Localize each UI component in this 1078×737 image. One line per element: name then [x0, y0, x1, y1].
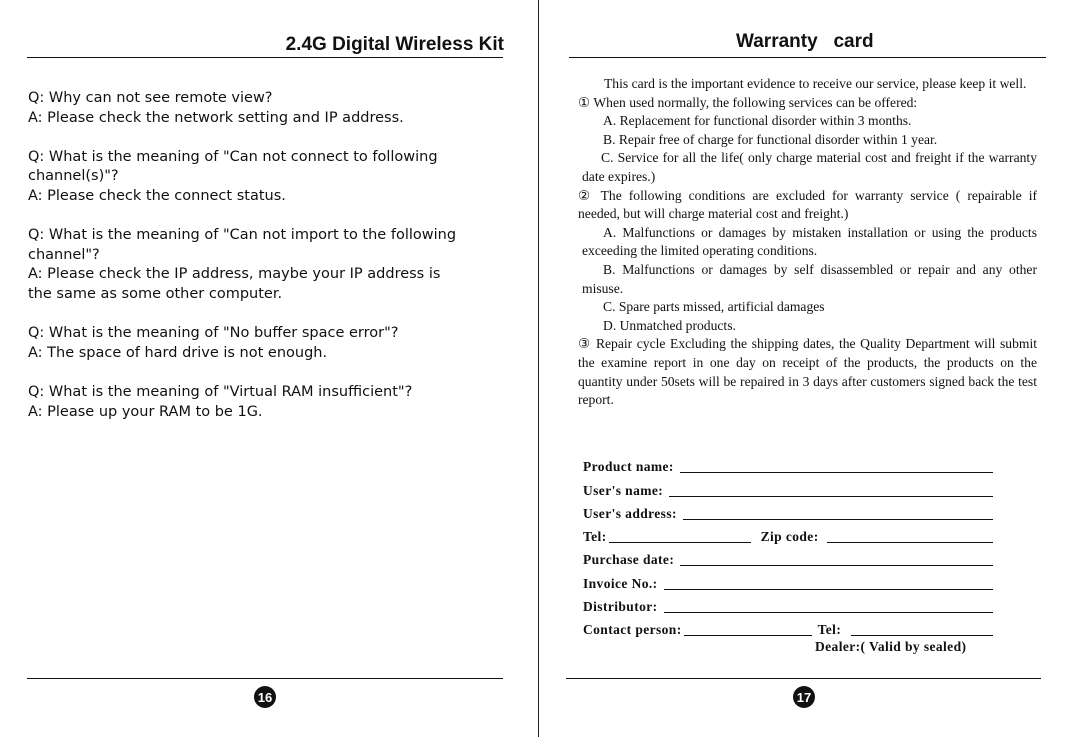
form-row-users-address: [583, 499, 993, 522]
section3-paragraph: ③ Repair cycle Excluding the shipping dates, the Quality Department will submit the examine report in one day on receipt of the products, the products on the quantity under 50sets will be repaired in 3 days after customers signed back the test report.: [578, 336, 1037, 408]
form-row-tel-zip: [583, 522, 993, 545]
faq-item: [28, 148, 508, 207]
section2-heading: ② The following conditions are excluded for warranty service ( repairable if needed, but will charge material cost and freight.): [578, 187, 1037, 222]
faq-answer: A: The space of hard drive is not enough.: [28, 344, 328, 361]
left-page: [0, 0, 538, 737]
form-row-purchase-date: [583, 545, 993, 568]
faq-item: [28, 383, 508, 422]
intro-paragraph: This card is the important evidence to receive our service, please keep it well.: [604, 76, 1027, 91]
warranty-form: [583, 452, 993, 638]
users-address-field[interactable]: [683, 505, 993, 520]
faq-answer: A: Please up your RAM to be 1G.: [28, 403, 263, 420]
page-number-badge: 16: [254, 686, 276, 708]
faq-item: [28, 226, 508, 304]
distributor-field[interactable]: [664, 598, 993, 613]
form-row-invoice-no: [583, 568, 993, 591]
contact-person-field[interactable]: [684, 621, 812, 636]
users-name-label: User's name:: [583, 482, 664, 498]
faq-question: Q: What is the meaning of "Can not connect to following: [28, 148, 438, 165]
faq-question: Q: What is the meaning of "Virtual RAM insufficient"?: [28, 383, 413, 400]
form-row-contact-person: [583, 615, 993, 638]
contact-tel-label: Tel:: [817, 622, 842, 638]
invoice-no-field[interactable]: [664, 575, 993, 590]
left-header-rule: [27, 57, 503, 58]
exclusion-item: D. Unmatched products.: [603, 317, 736, 333]
warranty-card-title: Warranty card: [736, 31, 874, 52]
form-row-distributor: [583, 592, 993, 615]
zip-code-field[interactable]: [827, 528, 993, 543]
left-footer-rule: [27, 678, 503, 679]
exclusion-item: B. Malfunctions or damages by self disassembled or repair and any other misuse.: [582, 261, 1037, 296]
warranty-terms: [578, 75, 1037, 410]
invoice-no-label: Invoice No.:: [583, 575, 658, 591]
faq-question: Q: Why can not see remote view?: [28, 90, 273, 106]
section1-heading: ① When used normally, the following services can be offered:: [578, 94, 918, 110]
users-address-label: User's address:: [583, 505, 677, 521]
service-item: B. Repair free of charge for functional disorder within 1 year.: [603, 131, 938, 147]
faq-question-cont: channel"?: [28, 246, 100, 263]
faq-question: Q: What is the meaning of "No buffer space error"?: [28, 325, 399, 342]
faq-answer-cont: the same as some other computer.: [28, 285, 283, 302]
page-number-badge: 17: [793, 686, 815, 708]
product-name-label: Product name:: [583, 459, 674, 475]
zip-code-label: Zip code:: [760, 529, 819, 545]
form-row-users-name: [583, 475, 993, 498]
users-name-field[interactable]: [669, 482, 993, 497]
service-item: C. Service for all the life( only charge material cost and freight if the warranty date expires.): [582, 150, 1037, 184]
contact-person-label: Contact person:: [583, 622, 682, 638]
contact-tel-field[interactable]: [851, 621, 993, 636]
purchase-date-field[interactable]: [680, 551, 993, 566]
faq-answer: A: Please check the IP address, maybe your IP address is: [28, 266, 441, 283]
right-header-rule: [569, 57, 1046, 58]
purchase-date-label: Purchase date:: [583, 552, 675, 568]
left-page-title: 2.4G Digital Wireless Kit: [285, 34, 504, 55]
exclusion-item: C. Spare parts missed, artificial damages: [603, 299, 825, 315]
form-row-product-name: [583, 452, 993, 475]
faq-answer: A: Please check the connect status.: [28, 187, 286, 204]
faq-answer: A: Please check the network setting and IP address.: [28, 109, 404, 126]
faq-item: [28, 324, 508, 363]
distributor-label: Distributor:: [583, 599, 658, 615]
right-page: [539, 0, 1078, 737]
faq-list: [28, 89, 508, 422]
tel-field[interactable]: [609, 528, 751, 543]
right-footer-rule: [566, 678, 1041, 679]
service-item: A. Replacement for functional disorder within 3 months.: [603, 113, 912, 129]
dealer-seal-note: Dealer:( Valid by sealed): [815, 639, 967, 654]
faq-question: Q: What is the meaning of "Can not import to the following: [28, 227, 457, 244]
exclusion-item: A. Malfunctions or damages by mistaken installation or using the products exceeding the limited operating conditions.: [582, 224, 1037, 259]
tel-label: Tel:: [583, 529, 607, 545]
product-name-field[interactable]: [680, 458, 993, 473]
faq-question-cont: channel(s)"?: [28, 168, 119, 185]
faq-item: [28, 89, 508, 128]
